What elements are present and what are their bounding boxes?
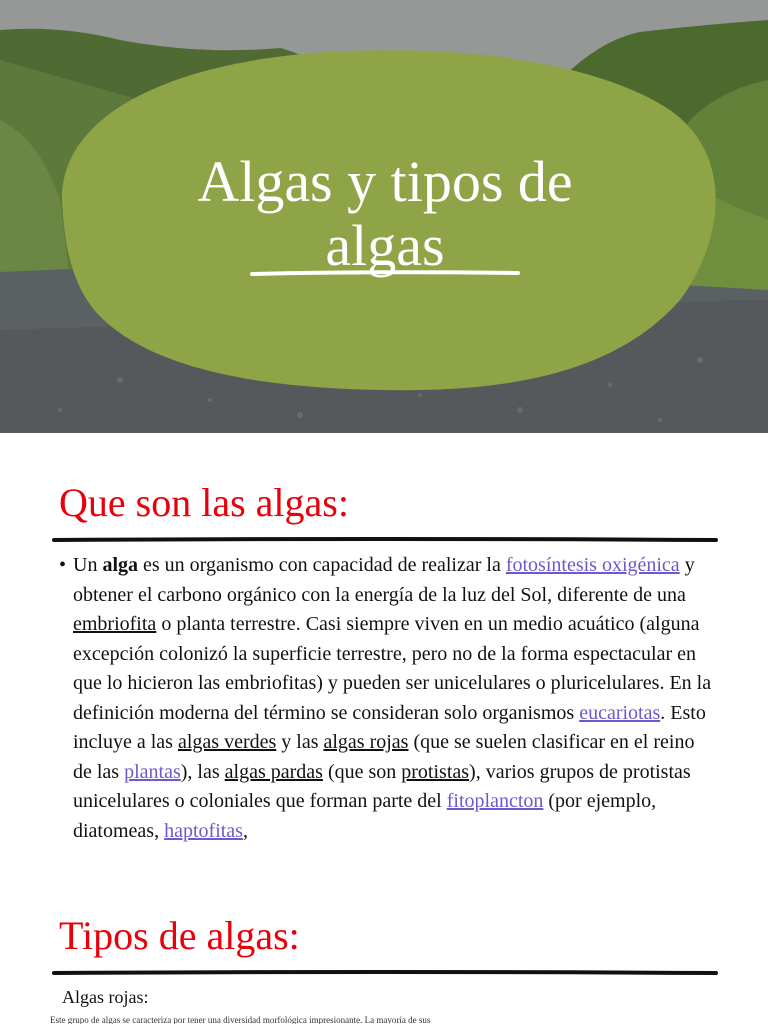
paragraph-text: o planta terrestre. Casi siempre viven en un medio acuático (alguna excepción colonizó la superficie terrestre, pero no de la forma espectacular en que lo hicieron las embriofitas) y pueden ser unicelulares o pluricelulares. En la definición moderna del término se consideran solo organismos: [73, 613, 712, 724]
underlined-term[interactable]: embriofita: [73, 613, 157, 635]
title-slide: [0, 0, 768, 433]
paragraph-text: (por ejemplo, diatomeas,: [73, 790, 657, 842]
types-slide: [0, 873, 768, 1024]
paragraph-text: Un: [73, 554, 103, 576]
bold-term: alga: [102, 554, 139, 576]
paragraph-text: (que se suelen clasificar en el reino de las: [73, 731, 695, 783]
heading-rule: [52, 536, 718, 544]
section-heading-types: Tipos de algas:: [59, 913, 300, 958]
paragraph-text: ), varios grupos de protistas unicelulares o coloniales que forman parte del: [73, 760, 691, 812]
underlined-term[interactable]: algas pardas: [224, 760, 323, 783]
underlined-term[interactable]: algas verdes: [177, 731, 277, 753]
paragraph-text: y las: [276, 731, 324, 753]
text-link[interactable]: fitoplancton: [446, 790, 544, 812]
paragraph-text: ), las: [180, 760, 225, 783]
paragraph-text: (que son: [322, 760, 402, 783]
fine-print: Este grupo de algas se caracteriza por tener una diversidad morfológica impresionante. La mayoría de sus: [50, 1015, 431, 1024]
section-heading-what-are-algae: Que son las algas:: [59, 480, 349, 525]
subheading-red-algae: Algas rojas:: [62, 987, 149, 1007]
underlined-term[interactable]: protistas: [401, 760, 470, 783]
definition-paragraph: [73, 551, 713, 846]
definition-body: [59, 551, 719, 863]
text-link[interactable]: fotosíntesis oxigénica: [505, 554, 680, 576]
paragraph-text: es un organismo con capacidad de realizar la: [138, 554, 506, 576]
paragraph-text: . Esto incluye a las: [73, 701, 706, 753]
text-link[interactable]: plantas: [124, 760, 181, 783]
text-link[interactable]: eucariotas: [579, 701, 661, 724]
title-underline: [250, 268, 520, 278]
title-line-1: Algas y tipos de: [197, 149, 573, 214]
bullet-marker: •: [59, 554, 67, 576]
page-title: [140, 150, 630, 278]
definition-slide: [0, 433, 768, 873]
text-link[interactable]: haptofitas: [164, 819, 243, 842]
title-line-2: algas: [325, 213, 445, 278]
heading-rule: [52, 969, 718, 977]
paragraph-text: y obtener el carbono orgánico con la energía de la luz del Sol, diferente de una: [73, 554, 695, 606]
paragraph-text: ,: [242, 819, 248, 842]
underlined-term[interactable]: algas rojas: [323, 731, 409, 753]
